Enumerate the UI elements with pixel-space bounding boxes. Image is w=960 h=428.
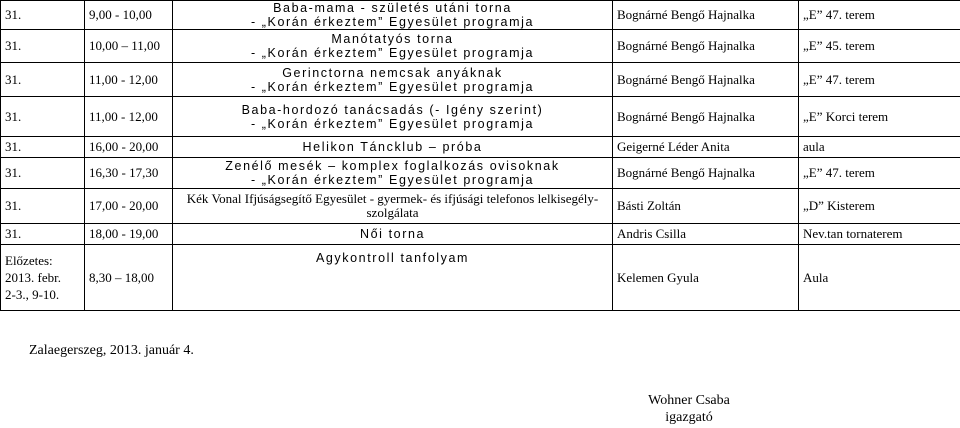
row-time: 17,00 - 20,00 xyxy=(85,189,173,224)
program-line1: Gerinctorna nemcsak anyáknak xyxy=(282,65,503,80)
row-room: „D” Kisterem xyxy=(799,189,960,224)
row-room: Nev.tan tornaterem xyxy=(799,224,960,245)
program-line2: szolgálata xyxy=(366,205,419,220)
row-room: „E” 47. terem xyxy=(799,158,960,189)
row-program xyxy=(173,30,613,63)
row-day: 31. xyxy=(1,30,85,63)
preview-presenter: Kelemen Gyula xyxy=(613,245,799,311)
program-line2: - „Korán érkeztem” Egyesület programja xyxy=(250,46,535,60)
program-line1: Baba-mama - születés utáni torna xyxy=(273,1,512,15)
place-date: Zalaegerszeg, 2013. január 4. xyxy=(29,343,194,358)
row-program xyxy=(173,1,613,30)
row-time: 10,00 – 11,00 xyxy=(85,30,173,63)
row-time: 9,00 - 10,00 xyxy=(85,1,173,30)
row-day: 31. xyxy=(1,137,85,158)
table-row xyxy=(1,1,960,30)
preview-room: Aula xyxy=(799,245,960,311)
row-program xyxy=(173,189,613,224)
program-line2: - „Korán érkeztem” Egyesület programja xyxy=(250,116,535,131)
row-day: 31. xyxy=(1,224,85,245)
preview-date xyxy=(1,245,85,311)
program-line2: - „Korán érkeztem” Egyesület programja xyxy=(250,79,535,94)
program-line1: Kék Vonal Ifjúságsegítő Egyesület - gyermek- és ifjúsági telefonos lelkisegély- xyxy=(186,191,599,206)
row-presenter: Andris Csilla xyxy=(613,224,799,245)
row-presenter: Bognárné Bengő Hajnalka xyxy=(613,63,799,97)
row-room: „E” 47. terem xyxy=(799,1,960,30)
row-time: 16,30 - 17,30 xyxy=(85,158,173,189)
row-day: 31. xyxy=(1,1,85,30)
row-presenter: Básti Zoltán xyxy=(613,189,799,224)
row-room: „E” 45. terem xyxy=(799,30,960,63)
row-day: 31. xyxy=(1,189,85,224)
table-row xyxy=(1,137,960,158)
preview-time: 8,30 – 18,00 xyxy=(85,245,173,311)
preview-label: Előzetes: xyxy=(5,253,53,268)
row-time: 16,00 - 20,00 xyxy=(85,137,173,158)
row-day: 31. xyxy=(1,97,85,137)
row-program xyxy=(173,158,613,189)
row-program xyxy=(173,224,613,245)
row-time: 11,00 - 12,00 xyxy=(85,63,173,97)
row-day: 31. xyxy=(1,158,85,189)
table-row xyxy=(1,97,960,137)
table-row xyxy=(1,189,960,224)
preview-date1: 2013. febr. xyxy=(5,270,61,285)
row-room: „E” Korci terem xyxy=(799,97,960,137)
program-line2: - „Korán érkeztem” Egyesület programja xyxy=(250,173,535,187)
table-row xyxy=(1,30,960,63)
row-presenter: Bognárné Bengő Hajnalka xyxy=(613,1,799,30)
preview-program xyxy=(173,245,613,311)
preview-date2: 2-3., 9-10. xyxy=(5,287,60,302)
preview-program-title: Agykontroll tanfolyam xyxy=(315,251,470,265)
program-line1: Baba-hordozó tanácsadás (- Igény szerint) xyxy=(241,102,544,117)
row-presenter: Geigerné Léder Anita xyxy=(613,137,799,158)
row-program xyxy=(173,137,613,158)
row-presenter: Bognárné Bengő Hajnalka xyxy=(613,30,799,63)
row-time: 11,00 - 12,00 xyxy=(85,97,173,137)
row-room: „E” 47. terem xyxy=(799,63,960,97)
row-day: 31. xyxy=(1,63,85,97)
table-row-preview xyxy=(1,245,960,311)
row-time: 18,00 - 19,00 xyxy=(85,224,173,245)
program-line1: Zenélő mesék – komplex foglalkozás ovisoknak xyxy=(225,159,560,173)
program-line2: - „Korán érkeztem” Egyesület programja xyxy=(250,15,535,29)
table-row xyxy=(1,224,960,245)
program-line1: Helikon Táncklub – próba xyxy=(302,140,483,154)
row-room: aula xyxy=(799,137,960,158)
row-presenter: Bognárné Bengő Hajnalka xyxy=(613,158,799,189)
signer-name: Wohner Csaba xyxy=(648,393,730,408)
row-presenter: Bognárné Bengő Hajnalka xyxy=(613,97,799,137)
program-line1: Manótatyós torna xyxy=(331,32,454,46)
program-line1: Női torna xyxy=(359,227,426,241)
signature-block xyxy=(624,392,754,426)
row-program xyxy=(173,97,613,137)
table-row xyxy=(1,158,960,189)
table-row xyxy=(1,63,960,97)
row-program xyxy=(173,63,613,97)
signer-title: igazgató xyxy=(665,410,713,425)
